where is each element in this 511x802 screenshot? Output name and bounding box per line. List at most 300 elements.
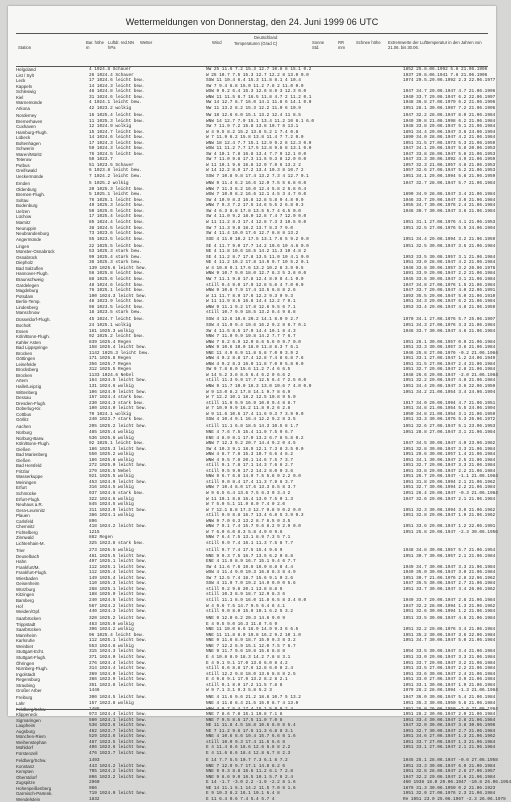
station-extremes: 1951 32.8 30.06.1947 3.3 21.06.1984 — [403, 446, 496, 452]
station-name: Saarbrücken — [16, 627, 41, 633]
station-pressure: 38 1025.3 stark bew. — [89, 260, 142, 266]
station-readings: W 9 6.5 6.4 13.6 7.5 6.3 0 3.4 2 — [206, 490, 291, 496]
station-readings: NNE 7 12.9 9.7 17.1 14.8 8.2 6 — [206, 763, 286, 769]
station-readings: E 14 -1.7 -3.0 2.2 -1.9 -2.2 8 1.6 — [206, 780, 296, 786]
station-name: Teterow — [16, 157, 32, 163]
station-pressure: 550 1025.2 wolkig — [89, 452, 134, 458]
station-readings: WSW 7 10.9 8.2 16.6 12.1 4.5 3 4.7 0.0 — [206, 192, 307, 198]
station-readings: NE 14 11.1 6.1 14.2 11.5 7.0 8 1.6 — [206, 785, 296, 791]
station-pressure: 276 1024.4 leicht bew. — [89, 660, 147, 666]
station-readings: WNW 9 11.1 9.2 17.8 12.6 9.5 6 7.1 — [206, 304, 296, 310]
station-extremes: 1951 33.5 27.06.1947 2.2 21.06.1984 — [403, 666, 496, 672]
station-extremes: 1879 31.3 30.06.1950 0.2 21.06.1923 — [403, 785, 496, 791]
station-pressure: 92 1025.2 leicht bew. — [89, 334, 145, 340]
station-readings: SSW 4 12.6 10.6 20.2 14.1 8.0 9 2.7 — [206, 317, 299, 323]
station-name: Stuttgart-Flugh. — [16, 655, 47, 661]
station-readings: SW 4 6.3 8.8 17.8 13.5 5.7 4 6.5 0.0 — [206, 208, 301, 214]
station-readings: NNW 7 6.4 7.5 13.1 8.9 7.3 5 7.1 — [206, 535, 291, 541]
station-readings: NNE 7 9.5 8.6 17.5 11.9 7.0 8 — [206, 717, 283, 723]
station-pressure: 1142 1025.3 leicht bew. — [89, 350, 150, 356]
station-pressure: 139 1025.6 leicht bew. — [89, 265, 147, 271]
station-name: Gießen — [16, 457, 31, 463]
station-readings: SW 7 12.5 7.4 18.7 15.6 9.1 0 2.6 — [206, 575, 293, 581]
station-readings: NW 11 13.2 8.2 15.3 12.2 11.0 6 10.9 — [206, 105, 301, 111]
station-name: Hof — [16, 603, 23, 609]
station-name: Hamburg-Flugh. — [16, 129, 48, 135]
station-extremes: 1946 30.7 30.06.1947 3.6 21.06.1984 — [403, 208, 496, 214]
station-name: Braunschweig — [16, 277, 44, 283]
station-extremes: 1949 34.7 30.06.1947 3.3 21.06.1984 — [403, 564, 496, 570]
station-extremes: Re 1951 23.0 25.06.1967 -2.3 26.06.1978 — [403, 796, 506, 802]
table-row — [16, 236, 496, 243]
station-readings: NE 4 11.8 10.6 18.5 14.2 11.3 10 4.8 2 — [206, 249, 307, 255]
station-name: Klippeneck — [16, 712, 38, 718]
station-extremes: 1951 34.6 27.06.1947 1.3 21.06.1962 — [403, 734, 496, 740]
station-extremes: 1947 32.7 28.06.1947 5.7 21.06.1984 — [403, 181, 496, 187]
station-name: Oberstdorf — [16, 774, 37, 780]
station-name: Nürburg-Barw. — [16, 435, 45, 441]
station-pressure: 164 1024.5 leicht bew. — [89, 378, 147, 384]
station-extremes: 1947 32.0 30.06.1947 3.8 30.06.1996 — [403, 723, 496, 729]
station-name: Bad Lippspringe — [16, 345, 48, 351]
station-pressure: 273 1025.5 wolkig — [89, 548, 134, 554]
station-pressure: 26 1024.4 Schauer — [89, 72, 134, 78]
station-pressure: 476 1023.7 leicht bew. — [89, 750, 147, 756]
station-extremes: 1954 33.5 30.06.1947 3.4 21.06.1984 — [403, 649, 496, 655]
header-pressure: Luftdr. red.NN hPa — [108, 40, 135, 50]
station-pressure: 371 1024.0 leicht bew. — [89, 655, 147, 661]
station-name: List / Sylt — [16, 72, 34, 78]
station-readings: still 9.1 7.8 17.1 14.3 7.6 6 2.7 — [206, 463, 293, 469]
station-extremes: 1947 34.5 30.06.1947 4.0 23.06.1962 — [403, 441, 496, 447]
station-extremes: 1891 34.4 29.06.1947 3.8 24.06.1994 — [403, 129, 496, 135]
station-extremes: 1951 32.2 29.06.1976 3.4 21.06.1984 — [403, 627, 496, 633]
station-name: Chemnitz — [16, 524, 35, 530]
station-name: Großer Arber — [16, 688, 42, 694]
station-extremes: 1951 26.4 29.06.1947 -0.3 21.06.1984 — [403, 490, 498, 496]
station-name: Berlin-Temp. — [16, 299, 41, 305]
station-readings: E 9 10.3 8.2 16.1 10.1 6.4 8 — [206, 791, 280, 797]
station-extremes: 1951 32.7 29.06.1947 2.8 21.06.1984 — [403, 367, 496, 373]
station-name: Angermünde — [16, 236, 42, 242]
station-extremes: 1951 33.3 30.06.1976 5.3 26.06.1972 — [403, 417, 496, 423]
station-name: Kahler Asten — [16, 339, 41, 345]
page-title: Wettermeldungen von Donnerstag, den 24. Juni 1999 06 UTC — [125, 17, 379, 27]
station-readings: WNW 18 12.4 7.7 15.1 12.9 9.2 8 12.3 0.0 — [206, 140, 312, 146]
station-pressure: 100 1024.3 leicht bew. — [89, 293, 147, 299]
station-readings: WNW 7 11.3 8.2 16.0 12.4 5.8 2 6.8 0.4 — [206, 186, 307, 192]
station-name: Schleswig — [16, 89, 36, 95]
station-readings: NNE 9 9.3 7.5 16.7 13.5 6.2 0 8.8 — [206, 553, 293, 559]
station-name: Marnitz — [16, 219, 31, 225]
station-name: Öhringen — [16, 660, 35, 666]
station-pressure: 536 1025.6 wolkig — [89, 435, 134, 441]
station-name: Hohenpeißenberg — [16, 785, 52, 791]
station-pressure: 440 1024.3 leicht bew. — [89, 609, 147, 615]
station-extremes: 1951 32.8 28.06.1947 2.6 27.06.1957 — [403, 769, 496, 775]
station-name: Weinbiet — [16, 643, 34, 649]
station-pressure: 300 1024.5 leicht bew. — [89, 695, 147, 701]
station-readings: SW 7 11.3 9.8 18.2 13.7 8.3 7 9.0 — [206, 225, 293, 231]
station-readings: E 4 9.1 9.1 17.0 13.6 6.0 8 4.2 — [206, 660, 288, 666]
station-name: Köln/Bonn-Flugh. — [16, 334, 50, 340]
station-readings: WNW 7 9.3 7.2 17.5 14.6 5.5 2 6.8 0.3 — [206, 203, 304, 209]
station-pressure: 538 1023.6 leicht bew. — [89, 723, 147, 729]
station-readings: SSW 4 10.4 9.1 16.4 12.2 9.2 8 3.5 — [206, 417, 296, 423]
station-readings: still 9.9 8.8 16.7 13.4 6.8 5 3.9 0.3 — [206, 513, 304, 519]
station-name: Arkona — [16, 105, 30, 111]
station-name: Lichtenhain-M. — [16, 540, 45, 546]
station-readings: WNW 4 9.5 7.8 20.1 14.6 7.5 7 3.7 — [206, 457, 293, 463]
station-name: Bocholt — [16, 322, 31, 328]
station-name: Ueckermünde — [16, 173, 44, 179]
station-extremes: 1951 31.5 27.06.1973 5.3 21.06.1959 — [403, 140, 496, 146]
station-readings: still 12.2 9.8 18.0 13.6 8.8 8 2.5 — [206, 671, 296, 677]
station-extremes: 1951 32.5 30.06.1947 3.5 21.06.1984 — [403, 243, 496, 249]
station-pressure: 4 1024.1 leicht bew. — [89, 100, 142, 106]
station-extremes: 1951 26.0 26.06.1950 -2.6 21.06.1984 — [403, 706, 498, 712]
station-readings: NNE 9 12.0 6.2 20.3 14.6 9.0 9 — [206, 616, 286, 622]
station-extremes: 1951 28.2 30.06.1947 2.0 21.06.1984 — [403, 712, 496, 718]
station-readings: E 4 10.8 8.9 18.3 14.2 7.8 8 3.1 — [206, 655, 291, 661]
station-readings: W 7 5.0 5.1 11.9 8.0 7.4 0 2.0 — [206, 502, 286, 508]
station-name: Warnemünde — [16, 100, 43, 106]
station-pressure: 188 1025.0 leicht bew. — [89, 592, 147, 598]
station-extremes: 1951 34.8 21.06.1954 5.5 24.06.1994 — [403, 406, 496, 412]
station-pressure: 14 1024.6 leicht bew. — [89, 135, 145, 141]
station-pressure: 186 1025.6 wolkig — [89, 457, 134, 463]
station-readings: NNE 9 11.6 8.9 18.7 15.0 9.3 8 3.2 — [206, 638, 296, 644]
station-pressure: 11 1025.3 leicht bew. — [89, 118, 145, 124]
station-pressure: 2960 — [89, 780, 100, 786]
station-name: Görlitz — [16, 417, 29, 423]
station-readings: W 7 10.9 9.9 16.2 11.8 9.2 6 2.8 — [206, 406, 291, 412]
station-name: Wittenberg — [16, 389, 38, 395]
station-pressure: 18 1023.5 stark bew. — [89, 310, 142, 316]
station-pressure: 171 1025.8 Regen — [89, 356, 132, 362]
station-readings: NE 7 11.2 9.6 17.5 11.3 6.8 8 3.1 — [206, 728, 293, 734]
station-pressure: 312 1025.5 Regen — [89, 367, 132, 373]
station-name: Karlsruhe — [16, 638, 35, 644]
station-extremes: 1946 33.7 30.06.1947 4.6 21.06.1984 — [403, 328, 496, 334]
station-readings: SSW 4 11.9 9.4 19.6 16.2 9.2 8 6.7 0.1 — [206, 322, 307, 328]
station-pressure: 1446 — [89, 688, 100, 694]
station-name: Stuttgart-Echt. — [16, 649, 45, 655]
station-extremes: 1948 36.8 27.06.1979 6.2 21.06.1996 — [403, 100, 496, 106]
station-readings: NNE 4 7.6 7.5 15.4 11.9 7.5 9 6.7 — [206, 429, 293, 435]
station-readings: W 7 6.0 6.0 8.3 5.8 4.9 0 9.6 — [206, 529, 283, 535]
station-pressure: 106 1024.0 leicht bew. — [89, 389, 147, 395]
station-pressure: 112 1025.1 leicht bew. — [89, 564, 147, 570]
station-name: Potsdam — [16, 293, 34, 299]
station-pressure: 45 1024.7 leicht bew. — [89, 317, 145, 323]
station-pressure: 1486 — [89, 706, 100, 712]
station-name: München-Riem — [16, 734, 46, 740]
station-extremes: 1946 25.8 27.06.1976 -0.2 21.06.1984 — [403, 350, 498, 356]
station-pressure: 14 1024.3 leicht bew. — [89, 83, 145, 89]
header-region: Deutschland — [254, 35, 278, 40]
station-extremes: 1951 32.0 27.06.1976 2.3 21.06.1984 — [403, 791, 496, 797]
station-name: Zinnwald — [16, 535, 34, 541]
station-readings: WSW 4 11.4 9.0 19.3 16.8 8.3 8 4.9 — [206, 570, 296, 576]
station-extremes: 1945 25.1 28.06.1947 -0.6 27.06.1958 — [403, 758, 498, 764]
station-pressure: 42 1023.2 wolkig — [89, 105, 132, 111]
station-readings: W 25 10.7 7.5 15.3 12.7 12.2 8 13.0 0.0 — [206, 72, 309, 78]
station-pressure: 314 1024.4 leicht bew. — [89, 666, 147, 672]
station-extremes: 1945 33.6 30.06.1947 3.1 21.06.1984 — [403, 277, 496, 283]
table-row — [16, 688, 498, 694]
station-name: Plauen — [16, 513, 30, 519]
station-pressure: 76 1024.5 leicht bew. — [89, 151, 145, 157]
station-name: Norderney — [16, 112, 37, 118]
station-extremes: 1951 33.5 30.06.1947 4.6 21.06.1984 — [403, 616, 496, 622]
station-name: Feldberg/Schw. — [16, 706, 47, 712]
station-readings: NNW 7 11.9 9.9 19.8 14.2 7.7 7 6.7 — [206, 334, 296, 340]
station-pressure: 418 1024.2 leicht bew. — [89, 524, 147, 530]
station-readings: W 7 12.2 10.1 18.2 12.5 10.8 9 5.0 — [206, 395, 296, 401]
station-readings: SE 4 11.2 8.7 17.8 13.5 11.0 10 4.1 0.0 — [206, 254, 309, 260]
station-name: Bad Salzuflen — [16, 265, 44, 271]
station-name: Mühldorf — [16, 745, 34, 751]
station-extremes: 1951 32.2 29.06.1947 4.8 21.06.1984 — [403, 378, 496, 384]
table-row — [16, 417, 496, 423]
station-readings: W 4 9.6 7.5 14.7 9.5 6.4 6 4.1 — [206, 603, 286, 609]
station-name: Brocken — [16, 350, 33, 356]
station-pressure: 149 1025.4 leicht bew. — [89, 575, 147, 581]
station-name: Konstanz — [16, 763, 35, 769]
station-pressure: 497 1025.1 leicht bew. — [89, 559, 147, 565]
station-pressure: 320 1025.2 leicht bew. — [89, 616, 147, 622]
station-readings: still 8.6 8.8 17.6 12.8 6.0 8 2.4 — [206, 666, 293, 672]
station-readings: SW 9 7.8 8.0 15.6 11.2 7.4 6 6.5 — [206, 367, 291, 373]
station-pressure: 567 1024.2 leicht bew. — [89, 603, 147, 609]
station-extremes: 1951 34.2 21.06.1954 3.4 24.06.1994 — [403, 389, 496, 395]
station-pressure: 50 1023.7 — [89, 157, 113, 163]
station-name: Kempten — [16, 769, 34, 775]
station-pressure: 560 1024.1 leicht bew. — [89, 717, 147, 723]
station-readings: SW 4 10.9 8.3 16.8 12.8 5.8 0 4.8 0.0 — [206, 197, 304, 203]
station-readings: SSE 4 11.0 10.2 17.5 13.1 7.6 5 9.2 0.0 — [206, 236, 309, 242]
station-name: Münster-Osnabrück — [16, 249, 55, 255]
station-readings: still 11.1 8.9 16.0 11.8 6.5 8 3.4 0.0 — [206, 597, 307, 603]
station-extremes: 1951 31.5 27.06.1947 2.4 21.06.1984 — [403, 361, 496, 367]
station-pressure: 1832 — [89, 796, 100, 802]
station-readings: W 11 10.1 9.6 16.8 12.0 7.9 6 13.2 2 — [206, 162, 301, 168]
station-pressure: 1493 — [89, 758, 100, 764]
station-name: Nürnberg-Flugh. — [16, 666, 48, 672]
station-pressure: 481 1025.5 leicht bew. — [89, 553, 147, 559]
station-pressure: 92 1025.1 leicht bew. — [89, 441, 145, 447]
station-name: Wasserkuppe — [16, 474, 43, 480]
station-pressure: 50 1025.6 leicht bew. — [89, 208, 145, 214]
station-name: Neuhaus a.R. — [16, 502, 43, 508]
station-pressure: 157 1024.4 stark bew. — [89, 395, 145, 401]
station-readings: SW 4 11.0 9.2 18.0 12.8 7.4 7 12.0 0.0 — [206, 214, 307, 220]
station-readings: W 9 13.0 8.2 17.8 14.1 9.7 8 6.9 — [206, 389, 291, 395]
station-readings: SW 4 10.1 7.8 16.8 13.4 7.7 9 12.1 0.0 — [206, 151, 307, 157]
station-pressure: 158 1025.4 leicht bew. — [89, 345, 147, 351]
station-readings: NNE 11 11.8 8.0 19.8 16.2 9.2 10 1.0 — [206, 632, 301, 638]
station-readings: W 9 7.1 3.1 9.3 5.8 5.2 3 — [206, 688, 272, 694]
station-pressure: 22 1025.5 leicht bew. — [89, 243, 145, 249]
header-precip: RR mm — [338, 40, 345, 50]
data-table — [16, 67, 511, 802]
station-extremes: 1891 33.9 29.06.1947 2.2 21.06.1984 — [403, 271, 496, 277]
station-readings: NNE 7 12.2 6.9 15.1 12.0 7.5 7 6.7 — [206, 643, 296, 649]
station-readings: W 4 9.5 8.2 15.2 13.8 5.2 1 7.4 0.8 — [206, 129, 299, 135]
station-name: Magdeburg — [16, 288, 39, 294]
station-pressure: 16 1025.4 leicht bew. — [89, 112, 145, 118]
station-name: Essen — [16, 328, 29, 334]
station-readings: W 11 11.9 8.5 16.8 14.4 12.2 7 9.1 — [206, 299, 296, 305]
station-pressure: 268 1025.1 leicht bew. — [89, 586, 147, 592]
station-extremes: 1947 33.7 29.06.1947 4.0 22.06.1991 — [403, 288, 496, 294]
station-pressure: 205 1025.2 leicht bew. — [89, 424, 147, 430]
station-extremes: 1949 35.0 30.06.1947 3.0 21.06.1984 — [403, 570, 496, 576]
bottom-rule — [16, 709, 488, 710]
station-readings: SW 7 9.4 6.8 15.0 11.2 7.8 2 11.0 0.0 — [206, 83, 304, 89]
station-extremes: 1947 32.2 29.06.1947 2.6 21.06.1984 — [403, 774, 496, 780]
station-extremes: 1951 29.6 30.06.1957 1.4 21.06.1984 — [403, 452, 496, 458]
station-readings: NW 14 12.7 8.7 16.0 14.1 11.8 6 14.1 0.0 — [206, 100, 312, 106]
station-readings: WNW 4 8.7 7.8 15.3 10.7 6.6 4 8.2 — [206, 452, 293, 458]
station-name: Lahr — [16, 701, 25, 706]
station-extremes: 1947 32.2 28.06.1947 8.0 21.06.1984 — [403, 112, 496, 118]
station-extremes: 1951 26.7 29.06.1947 -1.1 21.06.1984 — [403, 474, 498, 480]
station-name: Erfurt-Flugh. — [16, 496, 41, 502]
station-pressure: 55 1023.5 leicht bew. — [89, 236, 145, 242]
station-pressure: 322 1024.6 wolkig — [89, 496, 134, 502]
station-name: Lüchow — [16, 214, 32, 220]
station-extremes: 1979 26.2 28.06.1994 -1.3 21.06.1984 — [403, 688, 498, 694]
station-name: Saarbrücken — [16, 616, 41, 622]
station-extremes: 1951 33.3 30.06.1957 3.6 21.06.1984 — [403, 345, 496, 351]
station-pressure: 51 1023.5 Schauer — [89, 162, 134, 168]
station-name: Waren/Müritz — [16, 151, 42, 157]
station-pressure: 406 1023.6 leicht bew. — [89, 745, 147, 751]
station-pressure: 112 1025.4 leicht bew. — [89, 570, 147, 576]
station-pressure: 366 1023.9 leicht bew. — [89, 677, 147, 683]
station-name: Cottbus — [16, 411, 32, 417]
station-name: Artern — [16, 378, 28, 384]
table-row — [16, 310, 488, 316]
station-readings: WNW 7 10.4 8.0 17.6 13.3 8.5 8 3.7 — [206, 485, 296, 491]
station-name: Weiden/Opf. — [16, 609, 41, 615]
station-name: Sigmaringen — [16, 717, 41, 723]
station-readings: still 9.5 9.0 17.2 14.2 8.0 0 3.6 — [206, 468, 293, 474]
station-readings: E 11 6.4 0.6 7.4 5.4 5.7 4 — [206, 796, 275, 802]
station-name: Trippstadt — [16, 621, 36, 627]
station-readings: NNE 4 11.8 8.4 21.5 15.9 8.7 4 13.0 — [206, 701, 299, 706]
station-readings: WNW 9 7.0 6.3 13.2 8.7 6.5 0 3.5 — [206, 518, 291, 524]
station-extremes: 1951 30.7 21.06.1976 2.8 22.06.1962 — [403, 575, 496, 581]
station-readings: W 9 11.6 10.6 17.4 11.6 9.3 7 3.9 0.0 — [206, 411, 304, 417]
station-readings: SW 7 11.9 7.2 15.8 13.8 10.7 8 13.1 — [206, 124, 299, 130]
station-readings: WNW 11 11.5 8.7 16.5 11.8 4.7 2 11.2 0.1 — [206, 94, 312, 100]
station-readings: SW 4 10.3 9.1 18.9 12.1 7.3 8 3.5 0.0 — [206, 446, 304, 452]
station-extremes: 1951 34.7 30.06.1947 5.0 21.06.1984 — [403, 638, 496, 644]
station-extremes: 1951 32.3 30.06.1994 3.0 21.06.1962 — [403, 507, 496, 513]
station-extremes: 1951 33.1 30.06.1947 1.9 21.06.1984 — [403, 682, 496, 688]
station-readings: WNW 9 11.7 10.0 18.3 13.0 10.6 7 4.0 0.0 — [206, 384, 312, 389]
station-name: Geisenheim — [16, 581, 40, 587]
station-readings: E 4 11.6 8.6 18.4 12.8 6.7 8 2.3 — [206, 750, 291, 756]
station-readings: SW 4 11.4 10.0 17.6 12.7 8.8 8 13.2 — [206, 231, 299, 237]
station-readings: W 11 10.1 8.8 16.4 13.0 7.5 0 1.3 — [206, 496, 293, 502]
station-pressure: 59 1024.3 leicht bew. — [89, 146, 145, 152]
station-name: Köln/Bonn-Flugh. — [16, 441, 50, 447]
station-readings: still 10.0 9.3 17.4 11.6 6.6 8 — [206, 739, 286, 745]
table-row — [16, 541, 488, 547]
station-pressure: 76 1025.1 leicht bew. — [89, 197, 145, 203]
station-name: Halle/Leipzig — [16, 384, 42, 389]
station-extremes: 1951 33.1 27.06.1947 1.2 24.06.1949 — [403, 356, 496, 362]
station-readings: W 14 12.2 8.9 17.2 13.4 10.3 8 10.7 2 — [206, 168, 304, 174]
station-readings: WNW 7 9.1 7.4 15.7 9.6 8.2 9 2.9 0.0 — [206, 524, 301, 530]
station-readings: still 10.7 9.9 18.5 13.2 8.4 9 8.8 — [206, 310, 296, 316]
station-readings: W 7 11.9 8.2 15.8 13.8 11.4 7 7.2 0.0 — [206, 135, 304, 141]
station-name: Gießen — [16, 446, 31, 452]
station-extremes: 1957 32.6 27.06.1947 5.2 21.06.1953 — [403, 168, 496, 174]
station-readings: E 14 7.7 5.5 10.7 7.3 6.1 8 7.2 — [206, 758, 288, 764]
station-pressure: 553 1024.8 wolkig — [89, 643, 134, 649]
station-pressure: 839 1025.4 Regen — [89, 339, 132, 345]
station-pressure: 161 1025.3 wolkig — [89, 328, 134, 334]
station-readings: NE 11 11.8 4.5 18.8 10.6 8.0 8 5.4 — [206, 723, 296, 729]
station-pressure: 396 1024.2 wolkig — [89, 627, 134, 633]
table-row — [16, 751, 488, 757]
station-pressure: 937 1024.6 stark bew. — [89, 490, 145, 496]
station-pressure: 529 1023.6 leicht bew. — [89, 734, 147, 740]
station-name: Dessau — [16, 395, 31, 401]
station-extremes: 1951 33.1 27.06.1947 2.1 21.06.1984 — [403, 745, 496, 751]
station-name: Putbus — [16, 162, 30, 168]
header-sun: Sonne Std. — [312, 40, 325, 50]
station-extremes: 1951 33.8 29.06.1947 2.2 21.06.1984 — [403, 468, 496, 474]
station-pressure: 1215 — [89, 529, 100, 535]
station-pressure: 112 1025.1 leicht bew. — [89, 638, 147, 644]
station-pressure: 325 1023.8 stark bew. — [89, 540, 145, 546]
station-readings: WNW 14 12.7 7.9 15.1 13.4 11.2 10 8.1 6.0 — [206, 118, 315, 124]
station-pressure: 17 1025.4 leicht bew. — [89, 214, 145, 220]
station-extremes: 1951 28.1 30.06.1987 7.2 21.06.1996 — [403, 105, 496, 111]
station-extremes: 1947 33.3 30.06.1992 4.9 21.06.1959 — [403, 157, 496, 163]
header-weather: Wetter — [140, 40, 153, 45]
station-extremes: 1947 34.7 29.06.1947 4.7 21.06.1996 — [403, 89, 496, 95]
station-name: Kitzingen — [16, 592, 35, 598]
station-readings: ENE 4 11.9 8.9 16.7 15.1 9.4 6 7.7 — [206, 559, 296, 565]
station-pressure: 24 1025.1 wolkig — [89, 322, 132, 328]
station-extremes: 1949 33.7 29.06.1947 2.8 21.06.1984 — [403, 597, 496, 603]
station-extremes: 1947 32.2 28.06.1994 1.3 21.06.1962 — [403, 603, 496, 609]
station-name: Uelzen — [16, 208, 30, 214]
station-readings: W 14 5.2 3.8 8.5 6.4 6.2 0 6.6 2 — [206, 372, 291, 378]
station-pressure: 73 1023.6 leicht bew. — [89, 231, 145, 237]
station-readings: NNW 9 6.7 6.8 14.9 7.5 5.8 0 2.2 0.0 — [206, 474, 301, 480]
station-name: Schmücke — [16, 490, 37, 496]
station-readings: still 11.3 9.9 17.7 12.5 6.4 7 2.5 0.0 — [206, 378, 307, 384]
station-readings: still 9.9 7.4 16.1 11.3 7.5 8 7.7 — [206, 540, 293, 546]
station-readings: WNW 9 11.4 6.2 16.6 12.0 7.5 5 6.8 0.0 — [206, 181, 307, 187]
station-name: Fritzlar — [16, 468, 30, 474]
station-pressure: 31 1024.6 leicht bew. — [89, 94, 145, 100]
station-extremes: 1951 34.4 29.06.1994 3.2 21.06.1959 — [403, 236, 496, 242]
station-pressure: 17 1024.3 leicht bew. — [89, 140, 145, 146]
station-extremes: 1951 34.1 30.06.1947 2.5 21.06.1984 — [403, 457, 496, 463]
station-readings: ENE 4 8.9 8.1 17.0 13.2 6.7 8 5.8 0.2 — [206, 435, 304, 441]
header-temperatures: Temperaturen (Grad C) — [234, 41, 278, 46]
station-pressure: 279 1025.5 Nebel — [89, 468, 132, 474]
